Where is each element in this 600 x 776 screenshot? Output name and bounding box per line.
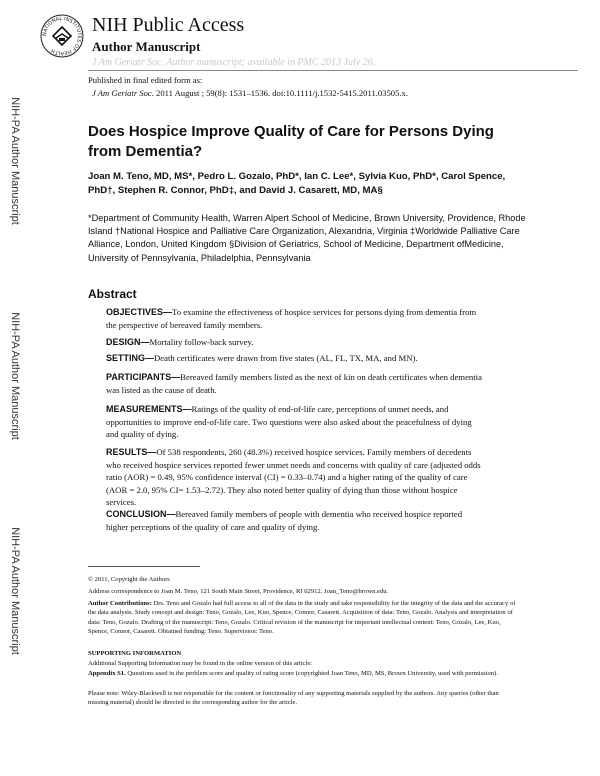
contrib-label: Author Contributions: xyxy=(88,600,152,607)
section-label: OBJECTIVES— xyxy=(106,307,173,317)
section-text: Bereaved family members of people with dementia who received hospice reported higher perceptions of the quality of care and quality of dying. xyxy=(106,509,463,532)
contrib-text: Drs. Teno and Gozalo had full access to all of the data in the study and take responsibility for the integrity of the data and the accuracy of the data analysis. Study concept and design: Teno, Gozalo, Lee, Kuo, Spence, Connor, Casarett. Acquisition of data: Teno, Gozalo. Analysis and interpretation of data: Teno, Gozalo. Drafting of the manuscript: Teno, Gozalo. Critical revision of the manuscript for important intellectual content: Teno, Gozalo, Lee, Kuo, Spence, Connor, Casarett. Obtained funding: Teno. Supervision: Teno. xyxy=(88,600,516,636)
section-label: RESULTS— xyxy=(106,447,157,457)
abstract-objectives xyxy=(106,306,486,331)
citation-details: . 2011 August ; 59(8): 1531–1536. doi:10.1111/j.1532-5415.2011.03505.x. xyxy=(151,88,408,98)
abstract-design xyxy=(106,336,486,349)
copyright-note: © 2011, Copyright the Authors xyxy=(88,576,170,583)
section-text: To examine the effectiveness of hospice services for persons dying from dementia from the perspective of bereaved family members. xyxy=(106,307,477,330)
appendix-label: Appendix S1. xyxy=(88,670,126,677)
abstract-conclusion xyxy=(106,508,486,533)
section-label: PARTICIPANTS— xyxy=(106,372,181,382)
header-subtitle: Author Manuscript xyxy=(92,39,201,54)
author-contributions xyxy=(88,599,520,637)
article-title: Does Hospice Improve Quality of Care for Persons Dying from Dementia? xyxy=(88,123,494,160)
published-line: Published in final edited form as: xyxy=(88,75,203,85)
section-label: CONCLUSION— xyxy=(106,509,176,519)
header-journal-line: J Am Geriatr Soc. Author manuscript; available in PMC 2013 July 26. xyxy=(92,57,376,68)
supporting-info-heading xyxy=(88,649,520,658)
appendix-text: Questions used in the problem score and quality of rating score (copyrighted Joan Teno, MD, MS, Brown University, used with permission). xyxy=(127,670,498,677)
header-title: NIH Public Access xyxy=(92,14,245,36)
support-heading-text: SUPPORTING INFORMATION xyxy=(88,650,182,657)
sidebar-label-1: NIH-PA Author Manuscript xyxy=(9,97,21,225)
disclaimer-note: Please note: Wiley-Blackwell is not responsible for the content or functionality of any supporting materials supplied by the authors. Any queries (other than missing material) should be directed to the corresponding author for the article. xyxy=(88,690,499,707)
sidebar-label-2: NIH-PA Author Manuscript xyxy=(9,312,21,440)
abstract-results xyxy=(106,446,486,509)
header-divider xyxy=(88,70,578,71)
sidebar-label-3: NIH-PA Author Manuscript xyxy=(9,527,21,655)
appendix-note xyxy=(88,669,520,678)
abstract-setting xyxy=(106,352,486,365)
nih-logo xyxy=(40,14,84,58)
publication-info xyxy=(88,74,408,100)
abstract-heading: Abstract xyxy=(88,287,137,301)
section-text: Death certificates were drawn from five states (AL, FL, TX, MA, and MN). xyxy=(154,353,418,363)
author-list: Joan M. Teno, MD, MS*, Pedro L. Gozalo, PhD*, Ian C. Lee*, Sylvia Kuo, PhD*, Carol Spence, PhD†, Stephen R. Connor, PhD‡, and David J. Casarett, MD, MA§ xyxy=(88,171,506,196)
footnote-divider xyxy=(88,566,200,567)
section-label: MEASUREMENTS— xyxy=(106,404,192,414)
section-text: Ratings of the quality of end-of-life care, perceptions of unmet needs, and opportunities to improve end-of-life care. Two questions were also asked about the peacefulness of dying and quality of dying. xyxy=(106,404,472,440)
journal-name: J Am Geriatr Soc xyxy=(92,88,152,98)
citation xyxy=(88,87,408,100)
manuscript-sidebar xyxy=(0,75,30,715)
affiliations: *Department of Community Health, Warren Alpert School of Medicine, Brown University, Providence, Rhode Island †National Hospice and Palliative Care Organization, Alexandria, Virginia ‡Worldwide Palliative Care Alliance, London, United Kingdom §Division of Geriatrics, School of Medicine, Department ofMedicine, University of Pennsylvania, Philadelphia, Pennsylvania xyxy=(88,213,526,263)
section-label: SETTING— xyxy=(106,353,155,363)
section-text: Of 538 respondents, 260 (48.3%) received hospice services. Family members of decedents who received hospice services reported fewer unmet needs and concerns with quality of care (adjusted odds ratio (AOR) = 0.49, 95% confidence interval (CI) = 0.33–0.74) and a higher rating of the quality of care (AOR = 2.0, 95% CI= 1.53–2.72). They also noted better quality of dying than those without hospice services. xyxy=(106,447,481,508)
svg-text:NATIONAL INSTITUTES OF HEALTH: NATIONAL INSTITUTES OF HEALTH xyxy=(41,15,83,57)
supporting-info-line: Additional Supporting Information may be found in the online version of this article: xyxy=(88,660,313,667)
section-text: Mortality follow-back survey. xyxy=(149,337,254,347)
correspondence-note: Address correspondence to Joan M. Teno, 121 South Main Street, Providence, RI 02912. Joan_Teno@brown.edu. xyxy=(88,588,389,595)
abstract-measurements xyxy=(106,403,486,441)
section-text: Bereaved family members listed as the next of kin on death certificates when dementia was listed as the cause of death. xyxy=(106,372,482,395)
abstract-participants xyxy=(106,371,486,396)
section-label: DESIGN— xyxy=(106,337,150,347)
